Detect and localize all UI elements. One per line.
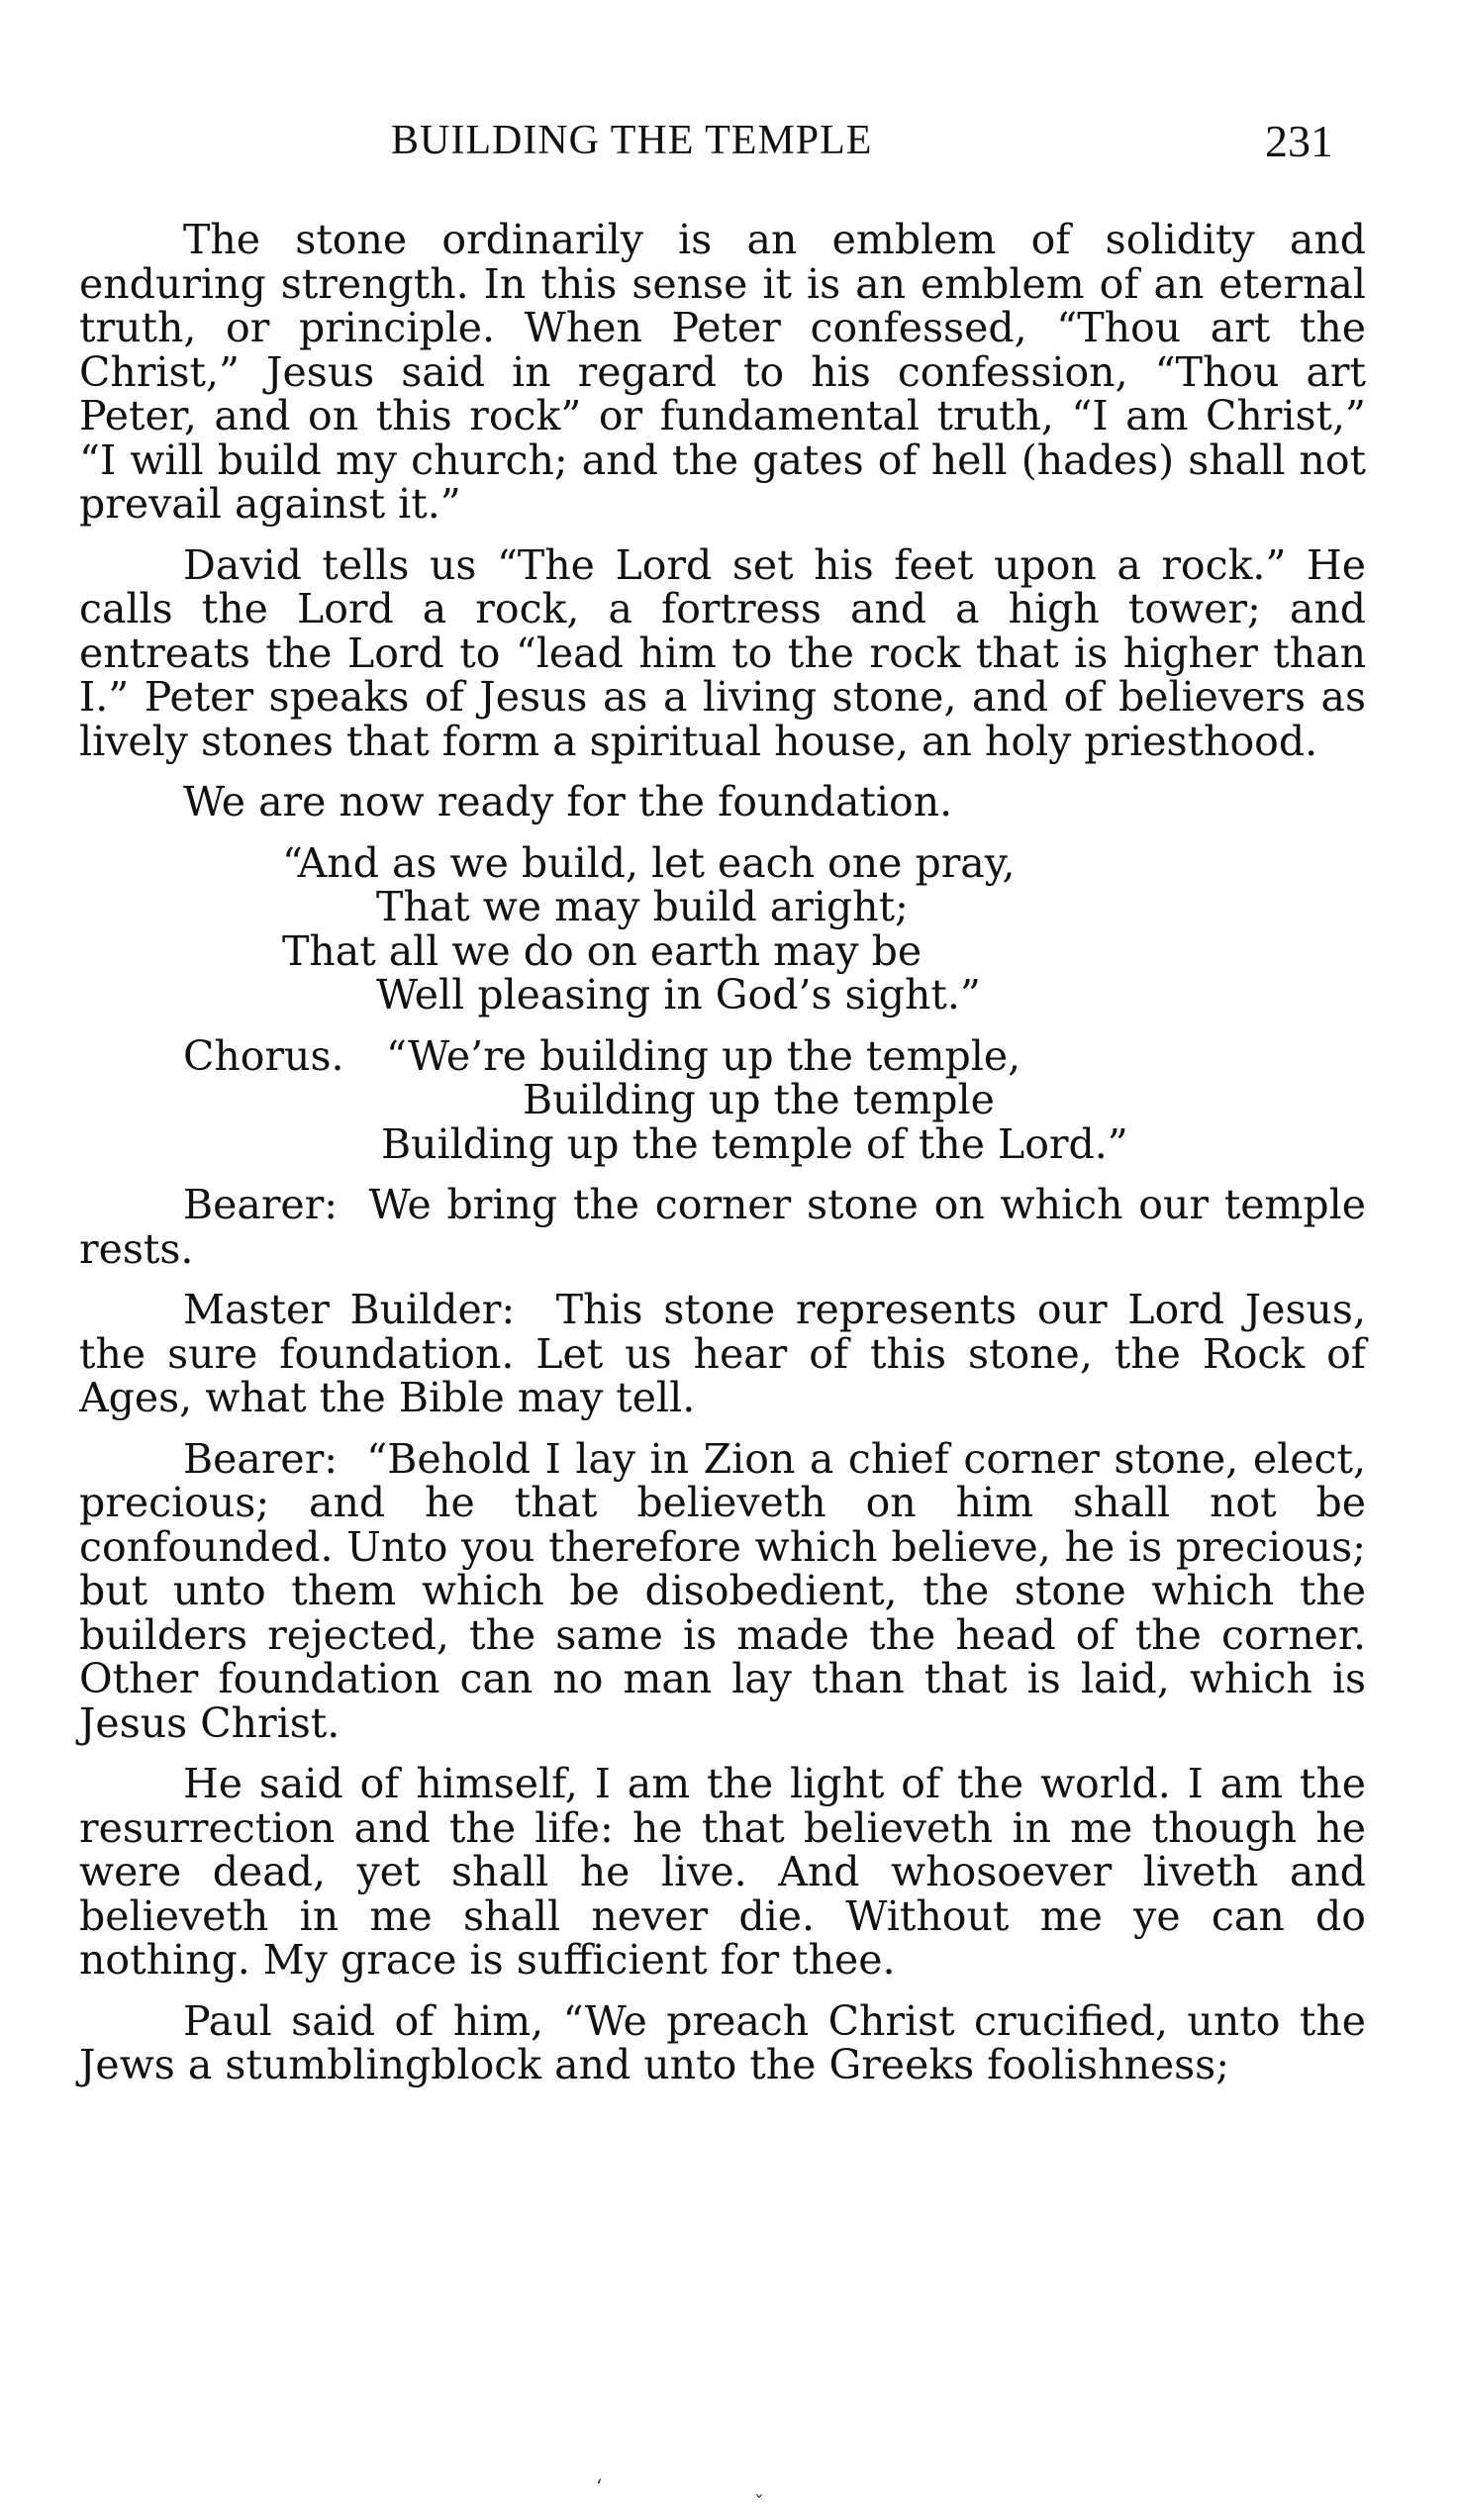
- paragraph-light-of-world: He said of himself, I am the light of the world. I am the resurrection and the life: he that believeth in me though he were dead, yet shall he live. And whosoever liveth and believeth in me shall never die. Without me ye can do nothing. My grace is sufficient for thee.: [79, 1760, 1366, 1984]
- chorus-line: “We’re building up the temple,: [386, 1031, 1021, 1080]
- chorus-line: Building up the temple of the Lord.”: [381, 1119, 1128, 1168]
- verse-line: That all we do on earth may be: [282, 926, 923, 975]
- hymn-chorus: [79, 1031, 1366, 1168]
- speaker-label: Bearer:: [183, 1181, 339, 1228]
- speech-text: We bring the corner stone on which our temple rests.: [79, 1181, 1366, 1273]
- verse-line: Well pleasing in God’s sight.”: [376, 971, 981, 1018]
- paragraph-david-rock: David tells us “The Lord set his feet upon a rock.” He calls the Lord a rock, a fortress and a high tower; and entreats the Lord to “lead him to the rock that is higher than I.” Peter speaks of Jesus as a living stone, and of believers as lively stones that form a spiritual house, an holy priesthood.: [79, 540, 1366, 765]
- page-number: 231: [1265, 116, 1333, 166]
- print-speck: ˯: [754, 2474, 764, 2498]
- speaker-label: Master Builder:: [183, 1286, 516, 1333]
- paragraph-master-builder: [79, 1288, 1366, 1420]
- page-body: [79, 218, 1366, 2087]
- paragraph-paul-said: Paul said of him, “We preach Christ crucified, unto the Jews a stumblingblock and unto the Greeks foolishness;: [79, 1996, 1366, 2088]
- print-speck: ʻ: [596, 2474, 603, 2498]
- paragraph-foundation-ready: We are now ready for the foundation.: [183, 778, 953, 825]
- speaker-label: Bearer:: [183, 1434, 339, 1483]
- paragraph-stone-emblem: The stone ordinarily is an emblem of solidity and enduring strength. In this sense it is an emblem of an eternal truth, or principle. When Peter confessed, “Thou art the Christ,” Jesus said in regard to his confession, “Thou art Peter, and on this rock” or fundamental truth, “I am Christ,” “I will build my church; and the gates of hell (hades) shall not prevail against it.”: [79, 216, 1366, 528]
- verse-line: “And as we build, let each one pray,: [282, 838, 1016, 887]
- running-head: BUILDING THE TEMPLE: [391, 118, 873, 163]
- paragraph-bearer-corner-stone: [79, 1183, 1366, 1271]
- chorus-line: Building up the temple: [523, 1076, 995, 1123]
- chorus-label: Chorus.: [183, 1031, 344, 1080]
- speech-text: “Behold I lay in Zion a chief corner stone, elect, precious; and he that believeth on him shall not be confounded. Unto you therefore which believe, he is precious; but unto them which be disobedient, the stone which the builders rejected, the same is made the head of the corner. Other foundation can no man lay than that is laid, which is Jesus Christ.: [79, 1434, 1366, 1747]
- page-header: [391, 117, 1341, 176]
- hymn-verse: [79, 838, 1366, 1018]
- speech-text: This stone represents our Lord Jesus, the sure foundation. Let us hear of this stone, the Rock of Ages, what the Bible may tell.: [79, 1286, 1366, 1421]
- paragraph-bearer-zion: [79, 1434, 1366, 1747]
- verse-line: That we may build aright;: [376, 883, 909, 930]
